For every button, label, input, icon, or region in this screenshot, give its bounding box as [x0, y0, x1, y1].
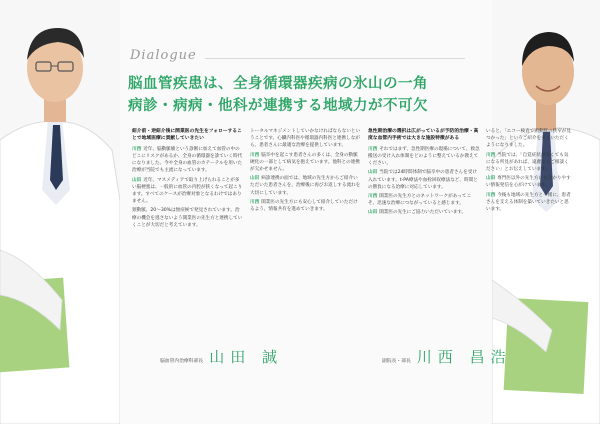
headline [128, 73, 478, 117]
speaker-label: 山田 [368, 210, 378, 216]
dialogue-paragraph [486, 192, 572, 214]
name-caption-left [160, 346, 283, 367]
paragraph-text: 近年、マスメディアで取り上げられることが多い脳梗塞は、一般的に血管の内腔が狭くなって起こります。すべてのケースが治療対象となるわけではありません。 [132, 177, 243, 205]
interview-question: 紹介前・逆紹介後に開業医の先生をフォローすることで地域医療に貢献していきたい [132, 129, 242, 142]
speaker-label: 川西 [250, 199, 260, 205]
paragraph-text: 脳卒中を起こす患者さんの多くは、全身の動脈硬化の一部として病気を抱えています。他科との連携が欠かせません。 [250, 152, 360, 173]
text-column-4 [486, 128, 572, 215]
doctor-name: 川西 昌浩 [416, 348, 512, 366]
paragraph-text: 頸動脈、20〜30%は無症候で発見されています。治療の機会を逃さないよう開業医の先生方と連携していくことが大切だと考えています。 [132, 208, 243, 228]
paragraph-text: それではまず、急性期医療の現場について、救急搬送の受け入れ体制をどのように整えているか教えてください。 [368, 146, 480, 167]
paragraph-text: いると、「エコー検査で頸動脈の狭窄が見つかった」というご紹介を多くいただくようになりました。 [486, 129, 571, 149]
paragraph-text: 当院では、「自覚症状がなくても気になる所見があれば、遠慮なくご相談ください」とお伝えしています。 [486, 152, 569, 173]
dialogue-paragraph [368, 146, 480, 168]
text-column-2 [250, 128, 362, 215]
speaker-label: 山田 [486, 176, 496, 182]
doctor-portrait-left [0, 0, 120, 424]
speaker-label: 川西 [368, 194, 378, 200]
paragraph-text: トータルマネジメントしていかなければならないということです。心臓内科医や循環器内科医と連携しながら、患者さんに最適な治療を提供しています。 [250, 129, 361, 149]
dialogue-paragraph [250, 128, 362, 150]
headline-line-2: 病診・病病・他科が連携する地域力が不可欠 [128, 98, 428, 114]
dialogue-paragraph [132, 146, 244, 175]
paragraph-text: 専門医以外の先生方にも分かりやすい情報発信を心がけています。 [486, 176, 571, 189]
role-label: 副院長・部長 [382, 359, 411, 364]
speaker-label: 山田 [132, 177, 142, 183]
role-label: 脳血管内治療科部長 [160, 359, 204, 364]
dialogue-paragraph [368, 193, 480, 207]
dialogue-paragraph [368, 169, 480, 191]
section-kicker: Dialogue [130, 48, 197, 63]
dialogue-paragraph [486, 152, 572, 174]
speaker-label: 川西 [486, 192, 496, 198]
dialogue-paragraph [368, 209, 480, 216]
name-caption-right [382, 346, 512, 367]
dialogue-paragraph [486, 128, 572, 150]
headline-line-1: 脳血管疾患は、全身循環器疾病の氷山の一角 [128, 76, 428, 92]
doctor-name: 山田 誠 [209, 348, 283, 366]
paragraph-text: 今後も地域の先生方と一緒に、患者さんを支える体制を築いていきたいと思います。 [486, 192, 571, 213]
interview-question: 急性期治療の選択は広がっているが予防的治療・高度な血管内手術では大きな施設特徴がある [368, 129, 479, 142]
speaker-label: 山田 [250, 176, 260, 182]
speaker-label: 山田 [368, 170, 378, 176]
paragraph-text: 病診連携の面では、地域の先生方からご紹介いただいた患者さんを、治療後に再びお返しする流れを大切にしています。 [250, 176, 361, 196]
dialogue-paragraph [250, 152, 362, 174]
speaker-label: 川西 [250, 152, 260, 158]
kicker-divider [205, 58, 465, 59]
dialogue-paragraph [250, 199, 362, 213]
speaker-label: 川西 [368, 146, 378, 152]
dialogue-paragraph [486, 175, 572, 189]
paragraph-text: 開業医の先生にご協力いただいています。 [379, 210, 467, 216]
paragraph-text: 開業医の先生方にも安心して紹介していただけるよう、情報共有を進めていきます。 [250, 199, 358, 213]
text-column-1 [132, 128, 244, 231]
paragraph-text: 開業医の先生方とのネットワークがあってこそ、迅速な治療につながっていると感じます。 [368, 194, 472, 207]
speaker-label: 川西 [132, 146, 142, 152]
text-column-3 [368, 128, 480, 219]
paragraph-text: 当院では24時間体制で脳卒中の患者さんを受け入れています。t-PA療法や血栓回収療法など、時間との勝負になる治療に対応しています。 [368, 170, 478, 190]
speaker-label: 川西 [486, 152, 496, 158]
dialogue-paragraph [250, 175, 362, 197]
dialogue-paragraph [132, 207, 244, 229]
paragraph-text: 近年、脳動脈瘤という診断に加えて血管の中のどこにリスクがあるか、全身の循環器を診ていく時代になりました。今や全身の血管のカテーテルを用いた治療が当院でも主流になっています。 [132, 146, 243, 174]
dialogue-paragraph [132, 177, 244, 206]
